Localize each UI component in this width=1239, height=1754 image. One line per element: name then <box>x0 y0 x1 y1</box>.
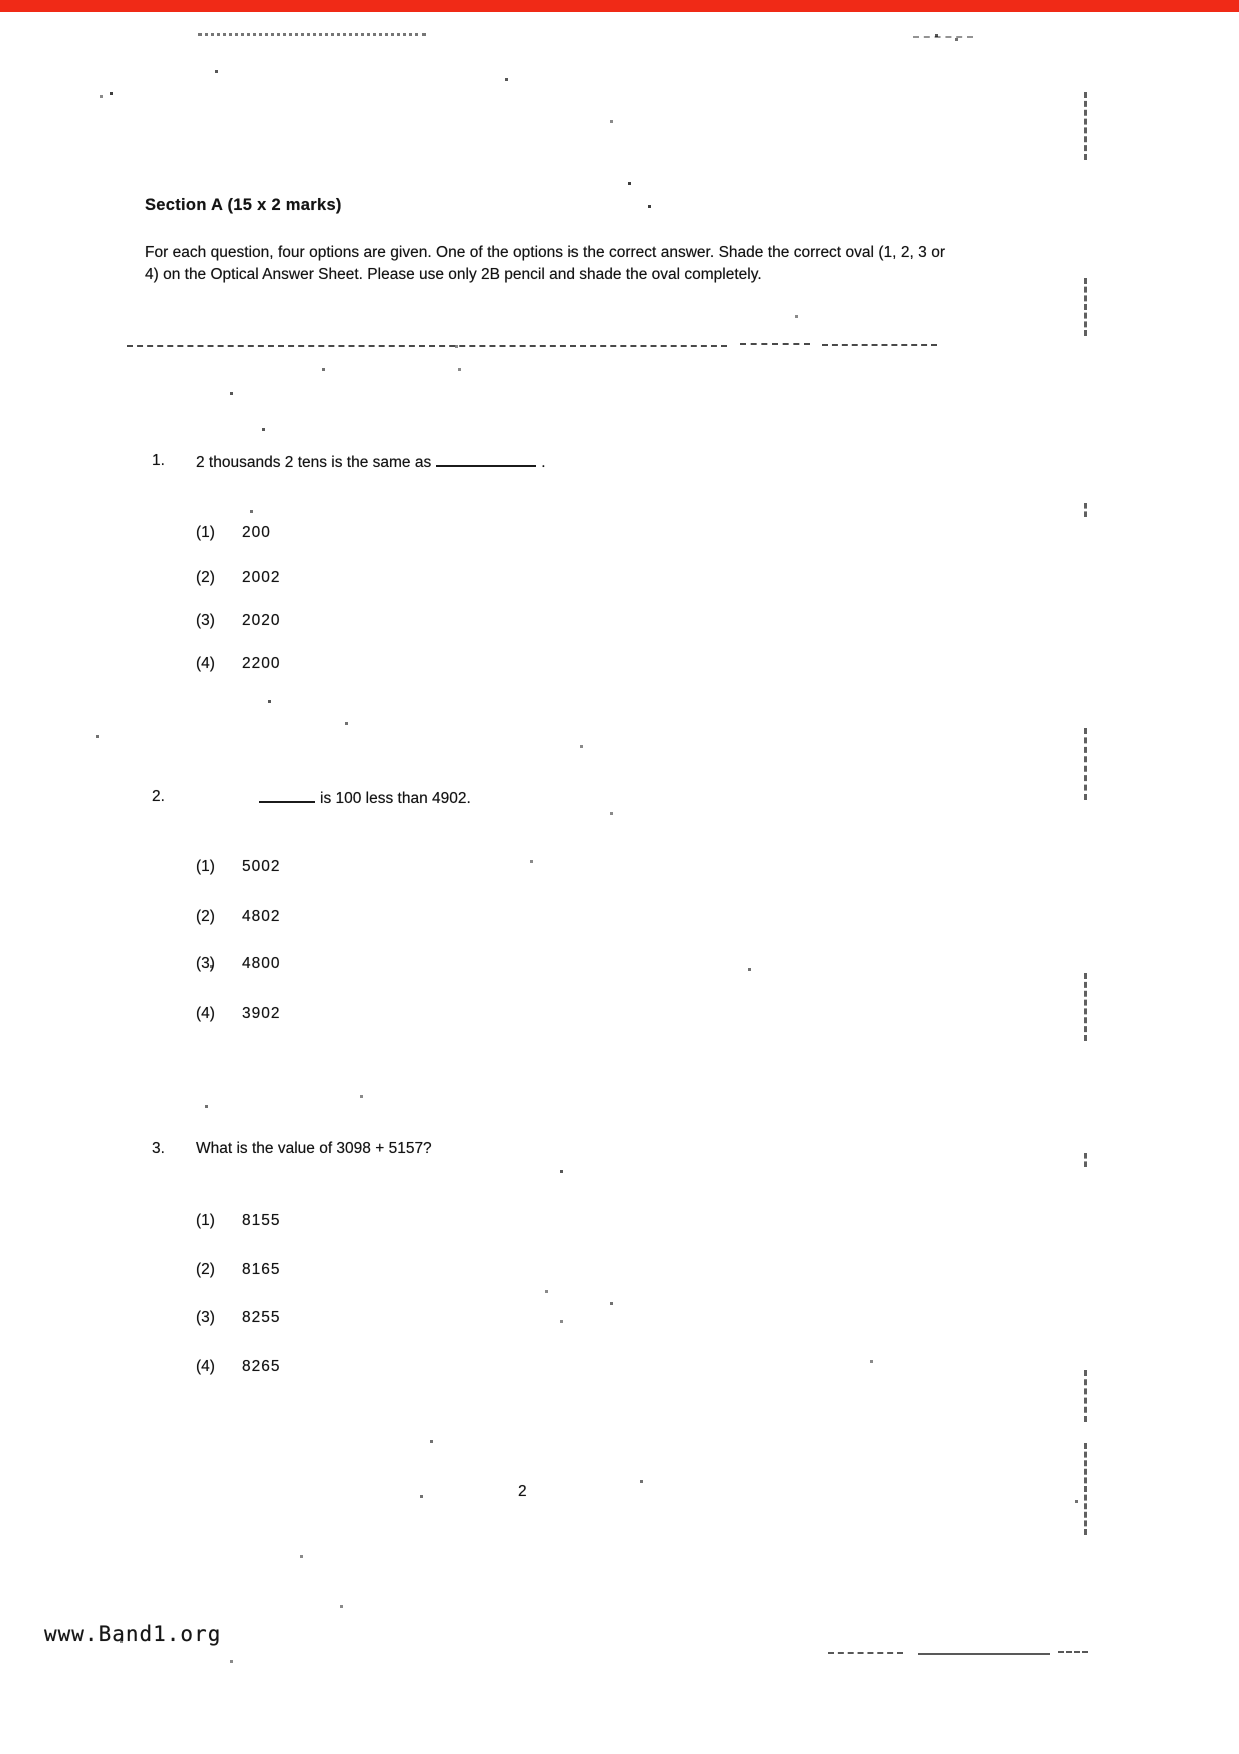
question-1-option-3 <box>196 612 280 630</box>
option-label: (2) <box>196 908 215 925</box>
option-value: 8155 <box>242 1212 281 1229</box>
scan-artifact-dotted-line <box>198 33 426 36</box>
scan-artifact-dash <box>1084 503 1087 517</box>
option-value: 4800 <box>242 955 281 972</box>
question-1 <box>152 452 1012 472</box>
scan-artifact-dash <box>1084 92 1087 160</box>
option-label: (3) <box>196 955 215 972</box>
option-label: (2) <box>196 569 215 586</box>
section-instructions: For each question, four options are given. One of the options is the correct answer. Shade the correct oval (1, 2, 3 or 4) on the Optical Answer Sheet. Please use only 2B pencil and shade the oval completely. <box>145 244 945 283</box>
separator-line <box>822 344 937 346</box>
question-3 <box>152 1140 1012 1158</box>
question-text: 2 thousands 2 tens is the same as <box>196 454 432 471</box>
scan-artifact-dash <box>1084 1153 1087 1167</box>
option-label: (4) <box>196 1005 215 1022</box>
option-value: 2002 <box>242 569 281 586</box>
option-value: 8255 <box>242 1309 281 1326</box>
option-value: 3902 <box>242 1005 281 1022</box>
scan-artifact-dash <box>1084 973 1087 1041</box>
scan-artifact-dash <box>1084 728 1087 800</box>
option-label: (4) <box>196 655 215 672</box>
option-value: 8265 <box>242 1358 281 1375</box>
option-label: (2) <box>196 1261 215 1278</box>
question-1-option-4 <box>196 655 280 673</box>
scan-artifact-dashes <box>913 36 973 38</box>
question-3-option-2 <box>196 1261 280 1279</box>
scan-artifact-bottom-line <box>918 1653 1050 1655</box>
watermark-url: www.Band1.org <box>44 1622 222 1646</box>
question-text: What is the value of 3098 + 5157? <box>196 1140 432 1157</box>
scan-artifact-dash <box>1084 1443 1087 1535</box>
question-1-option-2 <box>196 569 280 587</box>
question-2-option-2 <box>196 908 280 926</box>
question-2-option-3 <box>196 955 280 973</box>
option-label: (1) <box>196 858 215 875</box>
option-label: (3) <box>196 612 215 629</box>
option-value: 2020 <box>242 612 281 629</box>
option-value: 8165 <box>242 1261 281 1278</box>
option-label: (3) <box>196 1309 215 1326</box>
option-label: (1) <box>196 524 215 541</box>
question-2 <box>152 788 1012 808</box>
option-value: 5002 <box>242 858 281 875</box>
option-label: (1) <box>196 1212 215 1229</box>
option-label: (4) <box>196 1358 215 1375</box>
page-number: 2 <box>518 1483 527 1500</box>
question-text-suffix: . <box>541 454 546 471</box>
option-value: 2200 <box>242 655 281 672</box>
question-number: 1. <box>152 452 165 469</box>
separator-line <box>740 343 810 345</box>
question-2-option-1 <box>196 858 280 876</box>
answer-blank <box>436 452 536 467</box>
question-2-option-4 <box>196 1005 280 1023</box>
question-number: 2. <box>152 788 165 805</box>
scan-artifact-dash <box>1084 278 1087 336</box>
question-text: is 100 less than 4902. <box>320 790 471 807</box>
question-3-option-4 <box>196 1358 280 1376</box>
scan-artifact-bottom-dashes <box>828 1652 903 1654</box>
separator-line <box>127 345 727 347</box>
option-value: 200 <box>242 524 271 541</box>
option-value: 4802 <box>242 908 281 925</box>
question-number: 3. <box>152 1140 165 1157</box>
question-3-option-3 <box>196 1309 280 1327</box>
question-1-option-1 <box>196 524 271 542</box>
scan-artifact-dash <box>1084 1370 1087 1422</box>
scan-noise-specks <box>0 0 3 3</box>
scan-artifact-bottom-dashes <box>1058 1651 1088 1653</box>
section-heading: Section A (15 x 2 marks) <box>145 196 342 214</box>
scan-edge-red-bar <box>0 0 1239 12</box>
question-3-option-1 <box>196 1212 280 1230</box>
answer-blank <box>259 788 315 803</box>
